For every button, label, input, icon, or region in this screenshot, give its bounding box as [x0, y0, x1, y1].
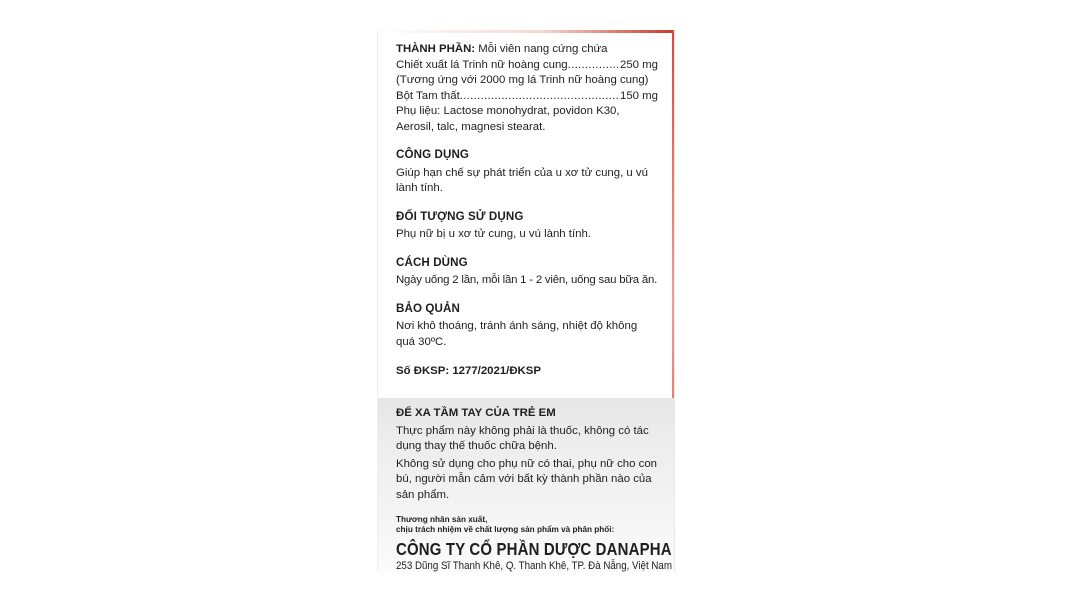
- warning-text: Thực phẩm này không phải là thuốc, không có tác dụng thay thế thuốc chữa bệnh.: [396, 424, 649, 452]
- target-heading: ĐỐI TƯỢNG SỬ DỤNG: [396, 209, 524, 223]
- ingredients-label: THÀNH PHẦN:: [396, 43, 476, 55]
- storage-text: Nơi khô thoáng, tránh ánh sáng, nhiệt độ không quá 30ºC.: [396, 320, 638, 348]
- ingredient-name: Chiết xuất lá Trinh nữ hoàng cung: [396, 58, 568, 71]
- uses-text: Giúp hạn chế sự phát triển của u xơ tử cung, u vú lành tính.: [396, 166, 648, 194]
- manufacturer-label-line: Thương nhân sản xuất,: [396, 515, 488, 524]
- uses-heading: CÔNG DỤNG: [396, 148, 470, 161]
- dot-leader: [568, 58, 618, 74]
- dot-leader: [460, 89, 618, 105]
- warning-panel: [378, 398, 674, 572]
- target-text: Phụ nữ bị u xơ tử cung, u vú lành tính.: [396, 228, 591, 240]
- product-box-side-panel: [378, 30, 674, 572]
- excipients-line: Phụ liệu: Lactose monohydrat, povidon K30,: [396, 105, 620, 117]
- ingredient-equivalent: (Tương ứng với 2000 mg lá Trinh nữ hoàng cung): [396, 74, 649, 86]
- warning-title: ĐỂ XA TẦM TAY CỦA TRẺ EM: [396, 407, 556, 419]
- registration-number: Số ĐKSP: 1277/2021/ĐKSP: [396, 365, 541, 377]
- product-info: [396, 42, 658, 380]
- warning-text: Không sử dụng cho phụ nữ có thai, phụ nữ cho con bú, người mẫn cảm với bất kỳ thành phần nào của sản phẩm.: [396, 457, 657, 501]
- company-address: 253 Dũng Sĩ Thanh Khê, Q. Thanh Khê, TP. Đà Nẵng, Việt Nam: [396, 560, 672, 572]
- excipients-line: Aerosil, talc, magnesi stearat.: [396, 120, 546, 133]
- ingredients-header: [396, 42, 658, 58]
- usage-heading: CÁCH DÙNG: [396, 255, 468, 269]
- ingredients-intro: Mỗi viên nang cứng chứa: [478, 43, 608, 55]
- ingredient-name: Bột Tam thất: [396, 89, 460, 102]
- manufacturer-label: [396, 515, 660, 535]
- company-name: CÔNG TY CỔ PHẦN DƯỢC DANAPHA: [396, 539, 672, 559]
- warning-content: [396, 406, 672, 572]
- storage-heading: BẢO QUẢN: [396, 301, 460, 315]
- ingredient-qty: 250 mg: [620, 58, 658, 71]
- ingredient-row: [396, 89, 658, 105]
- manufacturer-label-line: chịu trách nhiệm về chất lượng sản phẩm và phân phối:: [396, 525, 615, 534]
- ingredient-qty: 150 mg: [620, 89, 658, 102]
- ingredient-row: [396, 58, 658, 74]
- usage-text: Ngày uống 2 lần, mỗi lần 1 - 2 viên, uống sau bữa ăn.: [396, 274, 658, 286]
- box-top-edge: [378, 30, 674, 33]
